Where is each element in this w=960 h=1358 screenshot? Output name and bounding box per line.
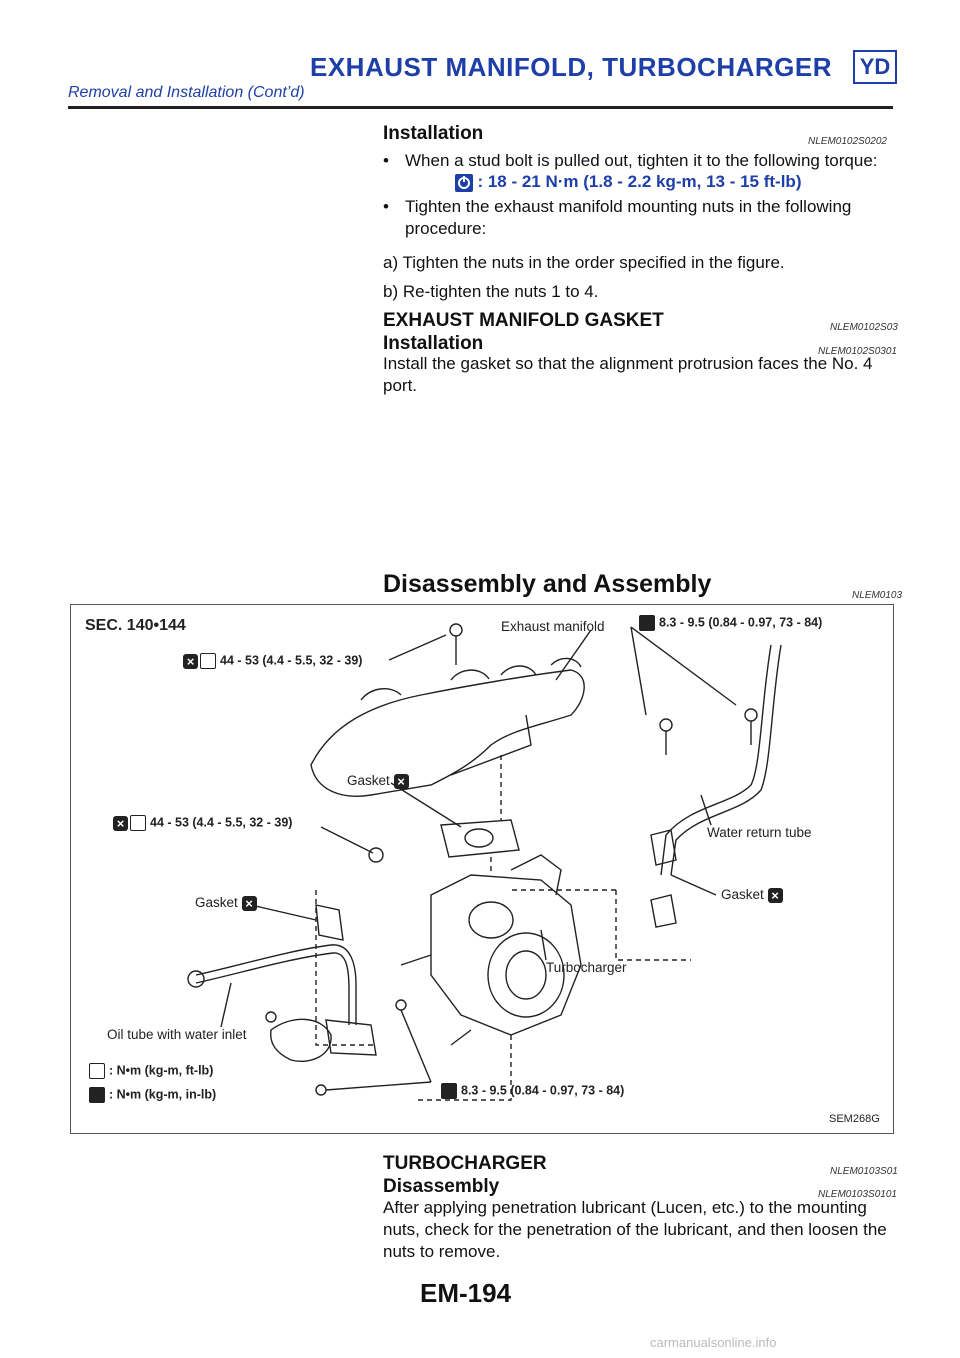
replace-part-icon: ×: [183, 654, 198, 669]
torque-turbo-label: × 44 - 53 (4.4 - 5.5, 32 - 39): [113, 815, 292, 831]
page-header-title: EXHAUST MANIFOLD, TURBOCHARGER: [310, 52, 832, 82]
replace-part-icon: ×: [768, 888, 783, 903]
step-a: a) Tighten the nuts in the order specified in the figure.: [383, 253, 785, 272]
torque-bottom-label: 8.3 - 9.5 (0.84 - 0.97, 73 - 84): [441, 1083, 624, 1099]
disassembly-sub-heading: Disassembly: [383, 1176, 500, 1197]
torque-wrench-icon: [455, 174, 473, 192]
gasket-label-1: Gasket ×: [347, 773, 411, 789]
water-return-tube-label: Water return tube: [707, 825, 812, 840]
gasket-instruction: Install the gasket so that the alignment protrusion faces the No. 4 port.: [383, 354, 873, 395]
torque-spec-line: [455, 172, 801, 192]
page-header-subtitle: Removal and Installation (Cont’d): [68, 84, 305, 101]
exhaust-manifold-label: Exhaust manifold: [501, 619, 605, 634]
stud-bolt-instruction: When a stud bolt is pulled out, tighten it to the following torque:: [405, 151, 878, 170]
turbocharger-heading: TURBOCHARGER: [383, 1153, 547, 1174]
installation-code: NLEM0102S0202: [808, 136, 887, 147]
engine-badge: YD: [853, 50, 897, 84]
legend-in-lb: : N•m (kg-m, in-lb): [89, 1087, 216, 1103]
page-number: EM-194: [420, 1278, 512, 1308]
diagram-drawing: [71, 605, 893, 1133]
torque-spec-value: : 18 - 21 N·m (1.8 - 2.2 kg-m, 13 - 15 ft-lb): [477, 172, 802, 191]
gasket-section-code: NLEM0102S03: [830, 322, 898, 333]
oil-tube-label: Oil tube with water inlet: [107, 1027, 247, 1042]
torque-ft-lb-icon: [200, 653, 216, 669]
replace-part-icon: ×: [113, 816, 128, 831]
torque-ft-lb-icon: [89, 1063, 105, 1079]
bullet-marker: •: [383, 197, 389, 216]
tighten-procedure-instruction: Tighten the exhaust manifold mounting nuts in the following procedure:: [405, 197, 852, 238]
replace-part-icon: ×: [394, 774, 409, 789]
torque-manifold-label: × 44 - 53 (4.4 - 5.5, 32 - 39): [183, 653, 362, 669]
header-rule: [68, 106, 893, 109]
gasket-installation-code: NLEM0102S0301: [818, 346, 897, 357]
disassembly-heading: Disassembly and Assembly: [383, 570, 712, 598]
torque-in-lb-icon: [639, 615, 655, 631]
torque-in-lb-icon: [441, 1083, 457, 1099]
disassembly-code: NLEM0103: [852, 590, 903, 601]
bullet-marker: •: [383, 151, 389, 170]
figure-id: SEM268G: [829, 1113, 880, 1125]
turbocharger-label: Turbocharger: [546, 960, 627, 975]
legend-ft-lb: : N•m (kg-m, ft-lb): [89, 1063, 213, 1079]
turbocharger-code: NLEM0103S01: [830, 1166, 898, 1177]
turbocharger-exploded-diagram: [70, 604, 894, 1134]
turbocharger-instruction: After applying penetration lubricant (Lucen, etc.) to the mounting nuts, check for the penetration of the lubricant, and then loosen the nuts to remove.: [383, 1198, 887, 1261]
torque-ft-lb-icon: [130, 815, 146, 831]
replace-part-icon: ×: [242, 896, 257, 911]
torque-in-lb-icon: [89, 1087, 105, 1103]
torque-top-right-label: 8.3 - 9.5 (0.84 - 0.97, 73 - 84): [639, 615, 822, 631]
gasket-label-3: Gasket ×: [195, 895, 259, 911]
installation-heading: Installation: [383, 123, 484, 144]
disassembly-sub-code: NLEM0103S0101: [818, 1189, 897, 1200]
section-number-label: SEC. 140•144: [85, 617, 186, 634]
watermark: carmanualsonline.info: [650, 1335, 777, 1350]
step-b: b) Re-tighten the nuts 1 to 4.: [383, 282, 599, 301]
gasket-installation-heading: Installation: [383, 333, 484, 354]
gasket-label-2: Gasket ×: [721, 887, 785, 903]
gasket-section-heading: EXHAUST MANIFOLD GASKET: [383, 310, 664, 331]
